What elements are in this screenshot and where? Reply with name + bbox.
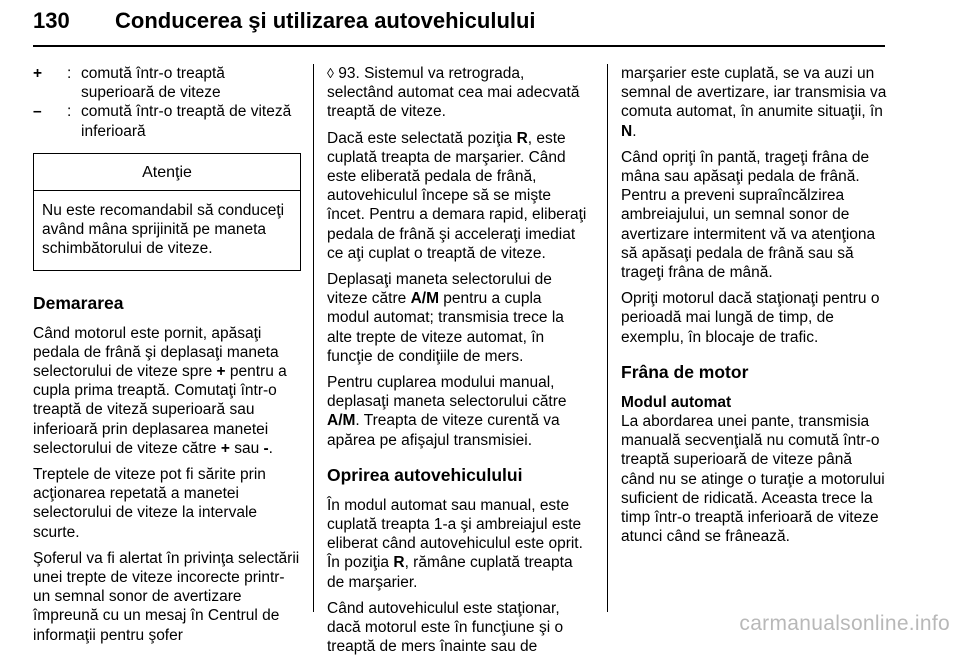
column-divider-2 xyxy=(607,64,608,612)
list-item xyxy=(33,64,301,102)
header-rule xyxy=(33,45,885,47)
page-title: Conducerea şi utilizarea autovehiculului xyxy=(115,8,536,33)
section-heading-demararea: Demararea xyxy=(33,292,124,313)
section-heading-frana-de-motor: Frâna de motor xyxy=(621,361,749,382)
column-divider-1 xyxy=(313,64,314,612)
paragraph: Opriţi motorul dacă staţionaţi pentru o perioadă mai lungă de timp, de exemplu, în blocaje de trafic. xyxy=(621,290,880,346)
column-2 xyxy=(327,64,588,663)
paragraph: marşarier este cuplată, se va auzi un semnal de avertizare, iar transmisia va comuta automat, în anumite situaţii, în N. xyxy=(621,65,887,140)
page-header xyxy=(33,6,885,50)
warning-title: Atenţie xyxy=(34,154,300,191)
paragraph: Când opriţi în pantă, trageţi frâna de mâna sau apăsaţi pedala de frână. Pentru a preveni supraîncălzirea ambreiajului, un semnal sonor de avertizare intermitent vă va atenţiona să apăsaţi pedala de frână sau să trageţi frâna de mână. xyxy=(621,148,876,282)
paragraph: ◊ 93. Sistemul va retrograda, selectând automat cea mai adecvată treaptă de viteze. xyxy=(327,65,580,121)
paragraph: Pentru cuplarea modului manual, deplasaţi maneta selectorului către A/M. Treapta de viteze curentă va apărea pe afişajul transmisiei. xyxy=(327,374,567,449)
column-1 xyxy=(33,64,301,652)
paragraph: Şoferul va fi alertat în privinţa selectării unei trepte de viteze incorecte printr-un semnal sonor de avertizare împreună cu un mesaj în Centrul de informaţii pentru şofer xyxy=(33,549,300,644)
list-item xyxy=(33,102,301,140)
column-3 xyxy=(621,64,887,553)
paragraph: Treptele de viteze pot fi sărite prin acţionarea repetată a manetei selectorului de viteze la intervale scurte. xyxy=(33,466,266,541)
section-heading-oprirea: Oprirea autovehiculului xyxy=(327,464,523,485)
list-colon: : xyxy=(67,65,72,82)
list-text: comută într-o treaptă superioară de viteze xyxy=(81,65,225,102)
warning-box xyxy=(33,153,301,271)
list-symbol: + xyxy=(33,65,43,82)
page-reference-icon: ◊ xyxy=(327,65,334,81)
warning-body: Nu este recomandabil să conduceţi având mâna sprijinită pe maneta schimbătorului de viteze. xyxy=(42,202,285,258)
paragraph: Când autovehiculul este staţionar, dacă motorul este în funcţiune şi o treaptă de mers înainte sau de xyxy=(327,599,564,656)
list-symbol: – xyxy=(33,103,42,121)
paragraph: În modul automat sau manual, este cuplată treapta 1-a şi ambreiajul este eliberat când autovehiculul este oprit. În poziţia R, rămâne cuplată treapta de marşarier. xyxy=(327,496,583,591)
paragraph: Dacă este selectată poziţia R, este cuplată treapta de marşarier. Când este eliberată pedala de frână, autovehiculul începe să se mişte încet. Pentru a demara rapid, eliberaţi pedala de frână şi acceleraţi imediat ce aţi cuplat o treaptă de viteze. xyxy=(327,129,587,262)
paragraph: La abordarea unei pante, transmisia manuală secvenţială nu comută într-o treaptă superioară de viteze până când nu se atinge o turaţie a motorului suficient de ridicată. Aceasta trece la timp într-o treaptă inferioară de viteze atunci când se frânează. xyxy=(621,413,885,546)
watermark: carmanualsonline.info xyxy=(739,612,950,635)
list-colon: : xyxy=(67,103,72,121)
list-text: comută într-o treaptă de viteză inferioară xyxy=(81,103,292,140)
subheading-modul-automat: Modul automat xyxy=(621,393,732,411)
page-number: 130 xyxy=(33,8,70,33)
paragraph: Când motorul este pornit, apăsaţi pedala de frână şi deplasaţi maneta selectorului de viteze spre + pentru a cupla prima treaptă. Comutaţi într-o treaptă de viteză superioară sau inferioară prin deplasarea manetei selectorului de viteze către + sau -. xyxy=(33,324,287,457)
paragraph: Deplasaţi maneta selectorului de viteze către A/M pentru a cupla modul automat; transmisia trece la alte trepte de viteze automat, în funcţie de condiţiile de mers. xyxy=(327,271,564,365)
